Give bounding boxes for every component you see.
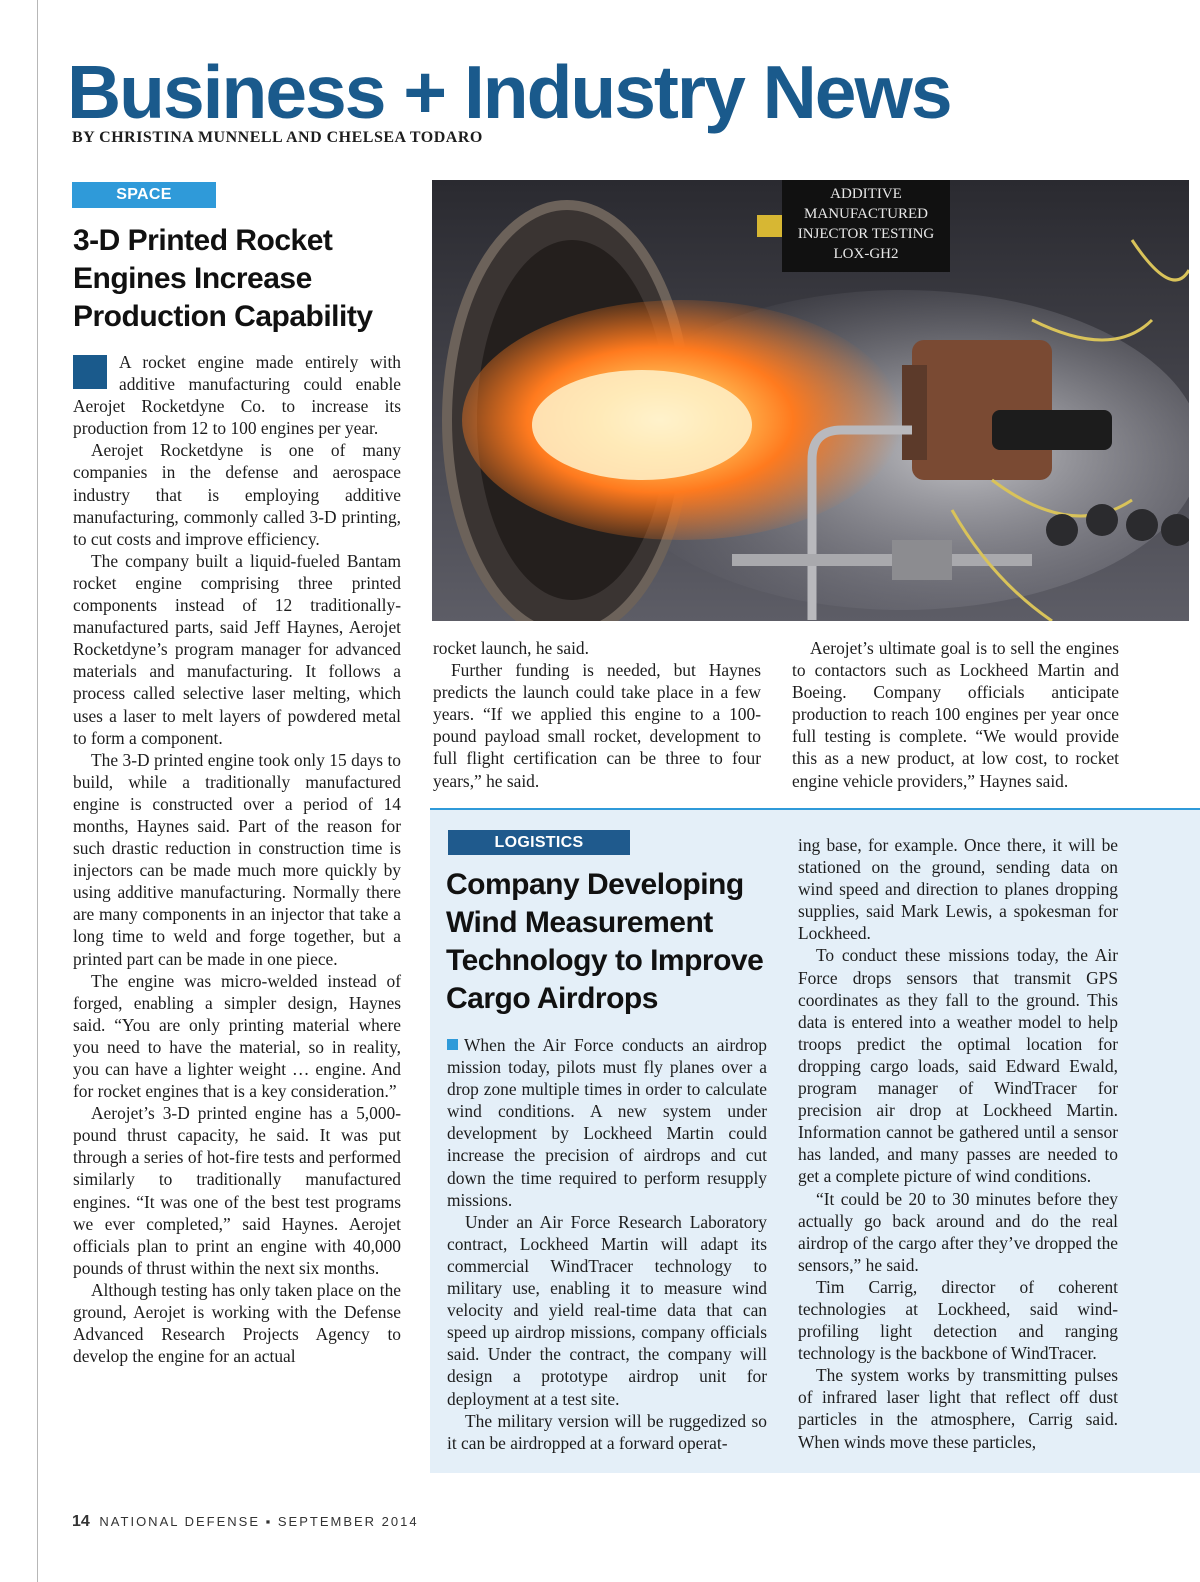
page-footer — [72, 1513, 419, 1531]
sign-line: LOX-GH2 — [833, 246, 899, 262]
article2-column-2 — [798, 834, 1118, 1453]
paragraph: The engine was micro-welded instead of forged, enabling a simpler design, Haynes said. “You are only printing material where you need to have the material, so in reality, you can have a lighter weight … engine. And for rocket engines that is a key consideration.” — [73, 970, 401, 1102]
publication-name: NATIONAL DEFENSE — [99, 1514, 260, 1529]
headline-line: Company Developing — [446, 868, 744, 901]
sign-line: INJECTOR TESTING — [797, 226, 935, 242]
headline-line: Production Capability — [73, 300, 373, 333]
article2-headline — [446, 866, 786, 1018]
paragraph: Although testing has only taken place on the ground, Aerojet is working with the Defense Advanced Research Projects Agency to develop the engine for an actual — [73, 1279, 401, 1367]
paragraph — [447, 1034, 767, 1211]
headline-line: Wind Measurement — [446, 906, 713, 939]
bullet-square-icon — [447, 1039, 458, 1050]
drop-square-icon — [73, 355, 107, 389]
paragraph: “It could be 20 to 30 minutes before they actually go back around and do the real airdrop of the cargo after they’ve dropped the sensors,” he said. — [798, 1188, 1118, 1275]
rocket-engine-test-photo — [432, 180, 1189, 621]
paragraph: Tim Carrig, director of coherent technologies at Lockheed, said wind-profiling light detection and ranging technology is the backbone of WindTracer. — [798, 1276, 1118, 1364]
paragraph: The 3-D printed engine took only 15 days to build, while a traditionally manufactured engine is constructed over a period of 14 months, Haynes said. Part of the reason for such drastic reduction in construction time is injectors can be made much more quickly by using additive manufacturing. Normally there are many components in an injector that take a long time to weld and forge together, but a printed part can be made in one piece. — [73, 749, 401, 969]
paragraph: Aerojet Rocketdyne is one of many companies in the defense and aerospace industry that is employing additive manufacturing, commonly called 3-D printing, to cut costs and improve efficiency. — [73, 440, 401, 549]
issue-date: SEPTEMBER 2014 — [277, 1514, 419, 1529]
category-tag-logistics: LOGISTICS — [448, 830, 630, 855]
paragraph-text: When the Air Force conducts an airdrop mission today, pilots must fly planes over a drop zone multiple times in order to calculate wind conditions. A new system under development by Lockheed Martin could increase the precision of airdrops and cut down the time required to perform resupply missions. — [447, 1035, 767, 1210]
paragraph: Further funding is needed, but Haynes predicts the launch could take place in a few years. “If we applied this engine to a 100-pound payload small rocket, development to full flight certification can be three to four years,” he said. — [433, 660, 761, 791]
paragraph: Aerojet’s ultimate goal is to sell the engines to contactors such as Lockheed Martin and Boeing. Company officials anticipate production to reach 100 engines per year once full testing is complete. “We would provide this as a new product, at low cost, to rocket engine vehicle providers,” Haynes said. — [792, 638, 1119, 791]
headline-line: 3-D Printed Rocket — [73, 224, 333, 257]
section-title: Business + Industry News — [67, 50, 951, 134]
paragraph: rocket launch, he said. — [433, 638, 589, 658]
article1-column-2 — [433, 637, 761, 792]
headline-line: Cargo Airdrops — [446, 982, 658, 1015]
paragraph: Under an Air Force Research Laboratory contract, Lockheed Martin will adapt its commercial WindTracer technology to military use, enabling it to measure wind velocity and yield real-time data that can speed up airdrop missions, company officials said. Under the contract, the company will design a prototype airdrop unit for deployment at a test site. — [447, 1211, 767, 1409]
paragraph: The military version will be ruggedized so it can be airdropped at a forward operat- — [447, 1410, 767, 1453]
footer-separator: ▪ — [265, 1514, 273, 1529]
paragraph: ing base, for example. Once there, it will be stationed on the ground, sending data on wind speed and direction to planes dropping supplies, said Mark Lewis, a spokesman for Lockheed. — [798, 835, 1118, 944]
category-tag-space: SPACE — [72, 182, 216, 208]
article1-headline — [73, 222, 413, 336]
page-number: 14 — [72, 1513, 90, 1530]
paragraph: Aerojet’s 3-D printed engine has a 5,000-pound thrust capacity, he said. It was put through a series of hot-fire tests and performed similarly to traditionally manufactured engines. “It was one of the best test programs we ever completed,” said Haynes. Aerojet officials plan to print an engine with 40,000 pounds of thrust within the next six months. — [73, 1103, 401, 1278]
article2-column-1 — [447, 1034, 767, 1454]
paragraph: The system works by transmitting pulses of infrared laser light that reflect off dust particles in the atmosphere, Carrig said. When winds move these particles, — [798, 1365, 1118, 1452]
left-margin-rule — [37, 0, 38, 1582]
paragraph: The company built a liquid-fueled Bantam rocket engine comprising three printed components instead of 12 traditionally-manufactured parts, said Jeff Haynes, Aerojet Rocketdyne’s program manager for advanced materials and manufacturing. It follows a process called selective laser melting, which uses a laser to melt layers of powdered metal to form a component. — [73, 550, 401, 748]
article1-column-3 — [792, 637, 1119, 792]
paragraph: To conduct these missions today, the Air Force drops sensors that transmit GPS coordinates as they fall to the ground. This data is entered into a weather model to help troops predict the optimal location for dropping cargo loads, said Edward Ewald, program manager of WindTracer for precision air drop at Lockheed Martin. Information cannot be gathered until a sensor has landed, and many passes are needed to get a complete picture of wind conditions. — [798, 945, 1118, 1187]
paragraph: A rocket engine made entirely with additive manufacturing could enable Aerojet Rocketdyne Co. to increase its production from 12 to 100 engines per year. — [73, 352, 401, 439]
headline-line: Engines Increase — [73, 262, 312, 295]
injector-test-sign — [782, 180, 950, 272]
byline: BY CHRISTINA MUNNELL AND CHELSEA TODARO — [72, 129, 483, 146]
sign-line: ADDITIVE MANUFACTURED — [804, 186, 928, 222]
article1-column-1 — [73, 351, 401, 1367]
headline-line: Technology to Improve — [446, 944, 764, 977]
